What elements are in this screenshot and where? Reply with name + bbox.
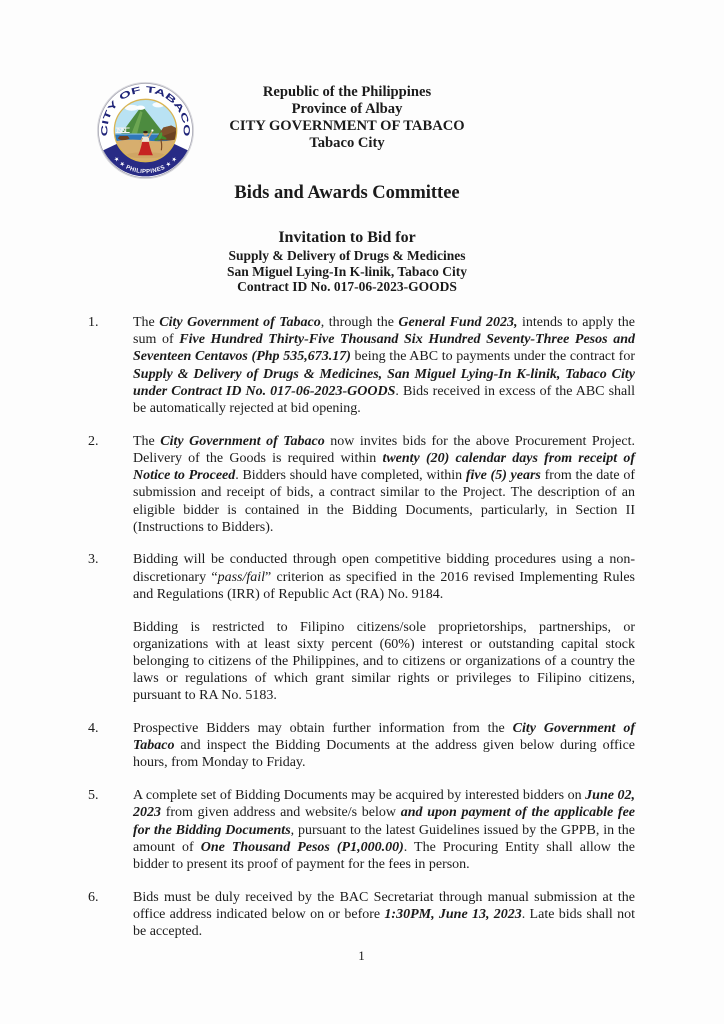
item-number: 3. [88,552,99,568]
bid-item-2 [88,433,635,536]
invitation-project-line: Supply & Delivery of Drugs & Medicines [228,248,466,263]
item-number: 1. [88,315,99,330]
bid-item-1 [88,314,635,417]
seal-top-text: CITY OF TABACO [99,84,192,137]
committee-title: Bids and Awards Committee [234,183,460,203]
item-number: 6. [88,889,99,905]
item-paragraph: The City Government of Tabaco, through the General Fund 2023, intends to apply the sum of Five Hundred Thirty-Five Thousand Six Hundred Seventy-Three Pesos and Seventeen Centavos (Php 535,673.17) being the ABC to payments under the contract for Supply & Delivery of Drugs & Medicines, San Miguel Lying-In K-linik, Tabaco City under Contract ID No. 017-06-2023-GOODS. Bids received in excess of the ABC shall be automatically rejected at bid opening. [133,315,636,417]
bid-item-6 [88,889,635,941]
item-paragraph: The City Government of Tabaco now invites bids for the above Procurement Project. Delivery of the Goods is required within twenty (20) calendar days from receipt of Notice to Proceed. Bidders should have completed, within five (5) years from the date of submission and receipt of bids, a contract similar to the Project. The description of an eligible bidder is contained in the Bidding Documents, particularly, in Section II (Instructions to Bidders). [133,433,636,535]
header-province-line: Province of Albay [291,101,403,117]
item-paragraph: Prospective Bidders may obtain further information from the City Government of Tabaco and inspect the Bidding Documents at the address given below during office hours, from Monday to Friday. [133,721,635,771]
item-number: 2. [88,433,99,449]
item-paragraph: Bidding is restricted to Filipino citizens/sole proprietorships, partnerships, or organizations with at least sixty percent (60%) interest or outstanding capital stock belonging to citizens of the Philippines, and to citizens or organizations of a country the laws or regulations of which grant similar rights or privileges to Filipino citizens, pursuant to RA No. 5183. [133,619,635,704]
item-paragraph: A complete set of Bidding Documents may be acquired by interested bidders on June 02, 2023 from given address and website/s below and upon payment of the applicable fee for the Bidding Documents, pursuant to the latest Guidelines issued by the GPPB, in the amount of One Thousand Pesos (P1,000.00). The Procuring Entity shall allow the bidder to present its proof of payment for the fees in person. [133,788,636,872]
seal-bottom-text: ★ ★ PHILIPPINES ★ ★ [111,155,180,176]
invitation-location-line: San Miguel Lying-In K-linik, Tabaco City [226,263,468,279]
bid-item-5 [88,787,635,873]
item-paragraph: Bidding will be conducted through open competitive bidding procedures using a non-discretionary “pass/fail” criterion as specified in the 2016 revised Implementing Rules and Regulations (IRR) of Republic Act (RA) No. 9184. [133,552,636,602]
page-number: 1 [358,948,365,963]
item-number: 4. [88,721,99,737]
item-number: 5. [88,788,99,804]
bid-items-list [88,314,635,956]
invitation-title: Invitation to Bid for [278,229,416,246]
invitation-contract-id-line: Contract ID No. 017-06-2023-GOODS [237,279,457,295]
government-header [85,84,609,152]
bid-item-4 [88,720,635,772]
invitation-heading [85,228,609,295]
header-city-government-line: CITY GOVERNMENT OF TABACO [229,118,465,134]
header-republic-line: Republic of the Philippines [262,84,432,100]
item-paragraph: Bids must be duly received by the BAC Secretariat through manual submission at the office address indicated below on or before 1:30PM, June 13, 2023. Late bids shall not be accepted. [133,889,635,940]
header-city-line: Tabaco City [309,135,385,151]
bid-item-3 [88,551,635,704]
